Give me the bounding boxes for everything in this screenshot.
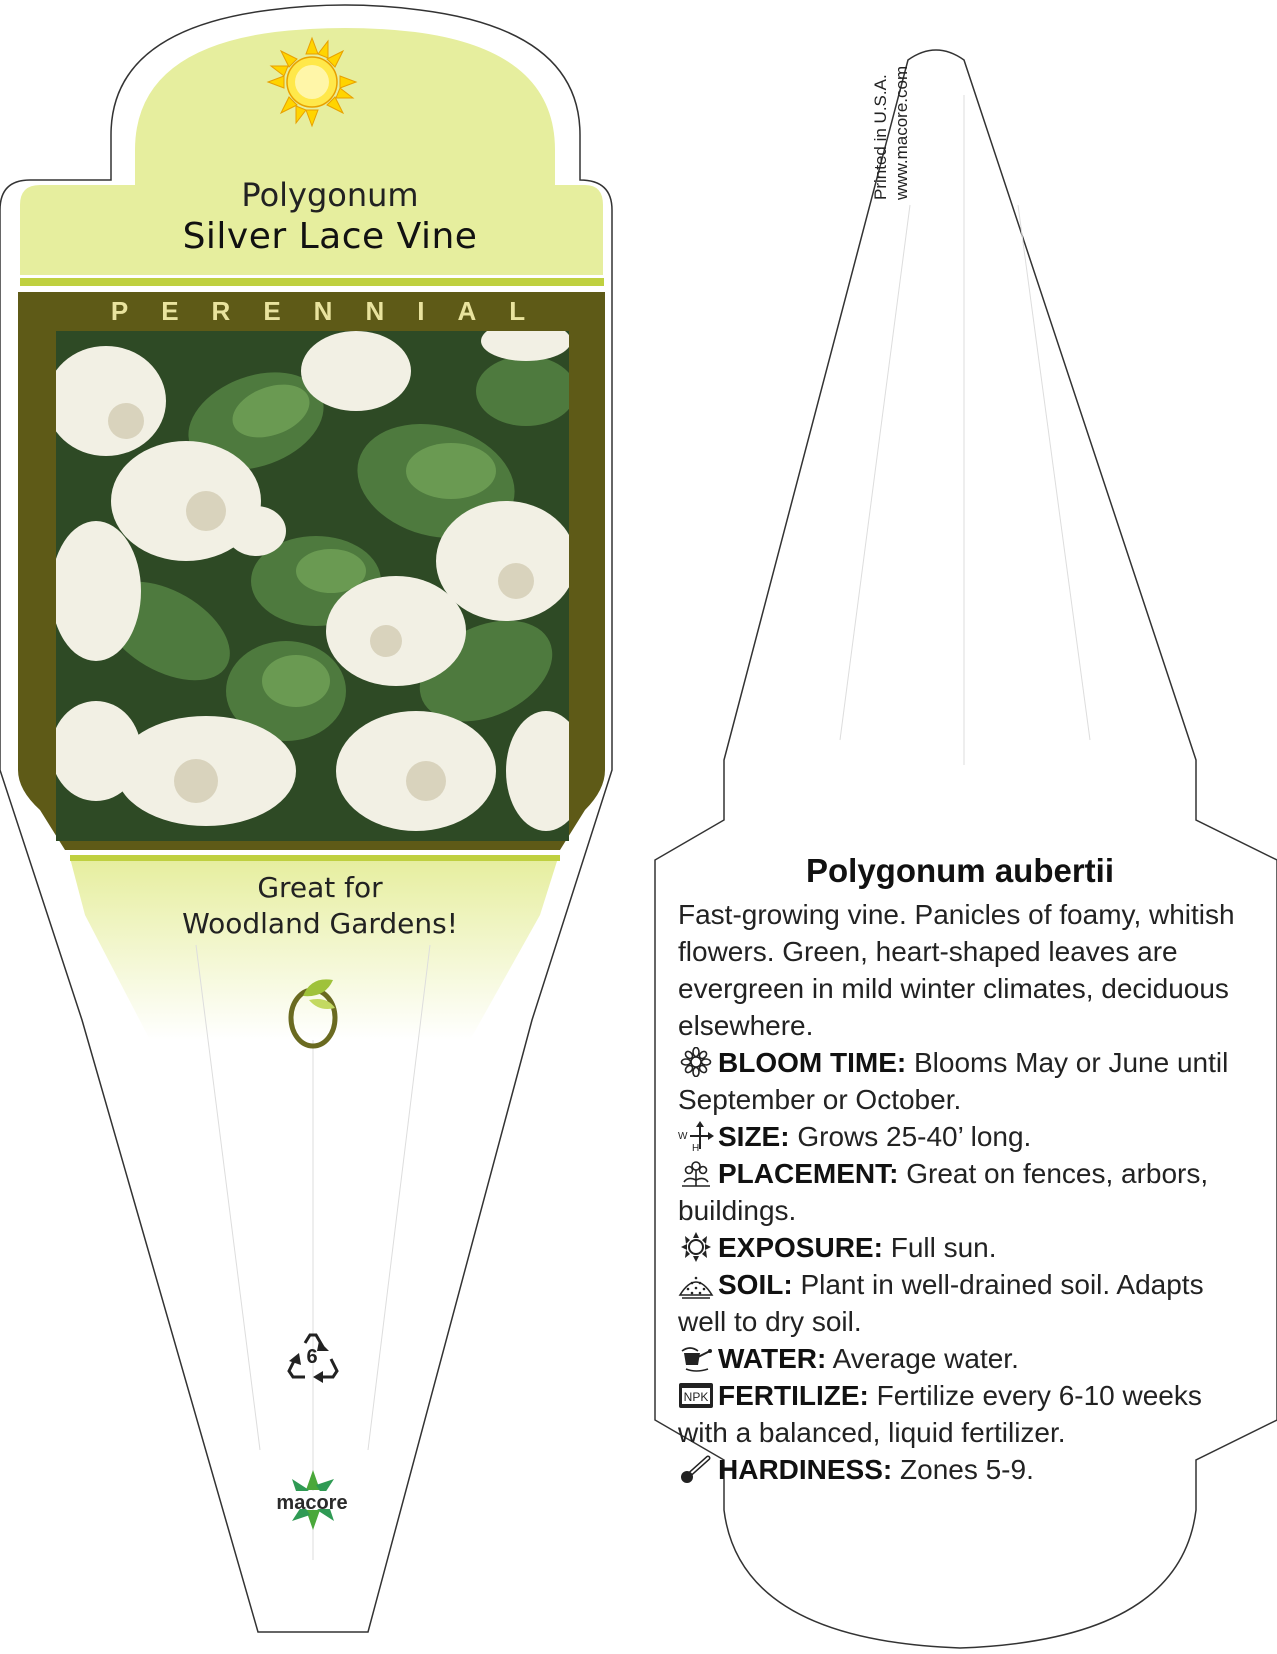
soil-icon [678,1269,714,1299]
placement-icon [678,1158,714,1188]
attr-fertilize [678,1377,1258,1451]
attr-label: EXPOSURE: [718,1232,883,1263]
printed-line-2: www.macore.com [892,65,911,200]
attr-exposure [678,1229,1258,1266]
front-tagline [120,870,520,942]
attr-label: HARDINESS: [718,1454,893,1485]
attr-label: WATER: [718,1343,827,1374]
size-icon [678,1121,714,1151]
plant-photo [56,331,569,841]
brand-name: macore [276,1492,348,1514]
npk-icon [678,1380,714,1410]
sun-outline-icon [678,1232,714,1262]
attr-label: PLACEMENT: [718,1158,899,1189]
attr-hardiness [678,1451,1258,1488]
attr-label: SOIL: [718,1269,793,1300]
npk-text: NPK [683,1390,709,1404]
attr-text: Great on fences, arbors, buildings. [678,1158,1209,1226]
attr-placement [678,1155,1258,1229]
attr-text: Full sun. [882,1232,997,1263]
attr-size [678,1118,1258,1155]
watering-can-icon [678,1343,714,1373]
front-common-name: Silver Lace Vine [182,216,478,257]
front-genus: Polygonum [241,176,419,214]
tagline-line-2: Woodland Gardens! [182,907,458,940]
printed-note [870,66,912,200]
size-icon-w: W [678,1131,688,1142]
botanical-name: Polygonum aubertii [805,852,1115,889]
tagline-line-1: Great for [257,871,383,904]
attr-text: Blooms May or June until September or October. [678,1047,1229,1115]
attr-soil [678,1266,1258,1340]
care-info [678,896,1258,1488]
description: Fast-growing vine. Panicles of foamy, whitish flowers. Green, heart-shaped leaves are evergreen in mild winter climates, deciduous elsewhere. [678,899,1235,1041]
category-label: PERENNIAL [110,296,559,326]
attr-text: Grows 25-40’ long. [789,1121,1032,1152]
attr-text: Plant in well-drained soil. Adapts well to dry soil. [678,1269,1204,1337]
attr-text: Zones 5-9. [892,1454,1034,1485]
thermometer-icon [678,1454,714,1484]
printed-line-1: Printed in U.S.A. [871,74,890,200]
attr-water [678,1340,1258,1377]
sun-icon [268,38,356,126]
attr-label: SIZE: [718,1121,790,1152]
attr-text: Fertilize every 6-10 weeks with a balanced, liquid fertilizer. [678,1380,1202,1448]
attr-label: BLOOM TIME: [718,1047,907,1078]
attr-label: FERTILIZE: [718,1380,869,1411]
attr-text: Average water. [826,1343,1019,1374]
attr-bloom-time [678,1044,1258,1118]
size-icon-h: H [692,1143,700,1151]
recycle-code: 6 [306,1346,318,1368]
flower-icon [678,1047,714,1077]
